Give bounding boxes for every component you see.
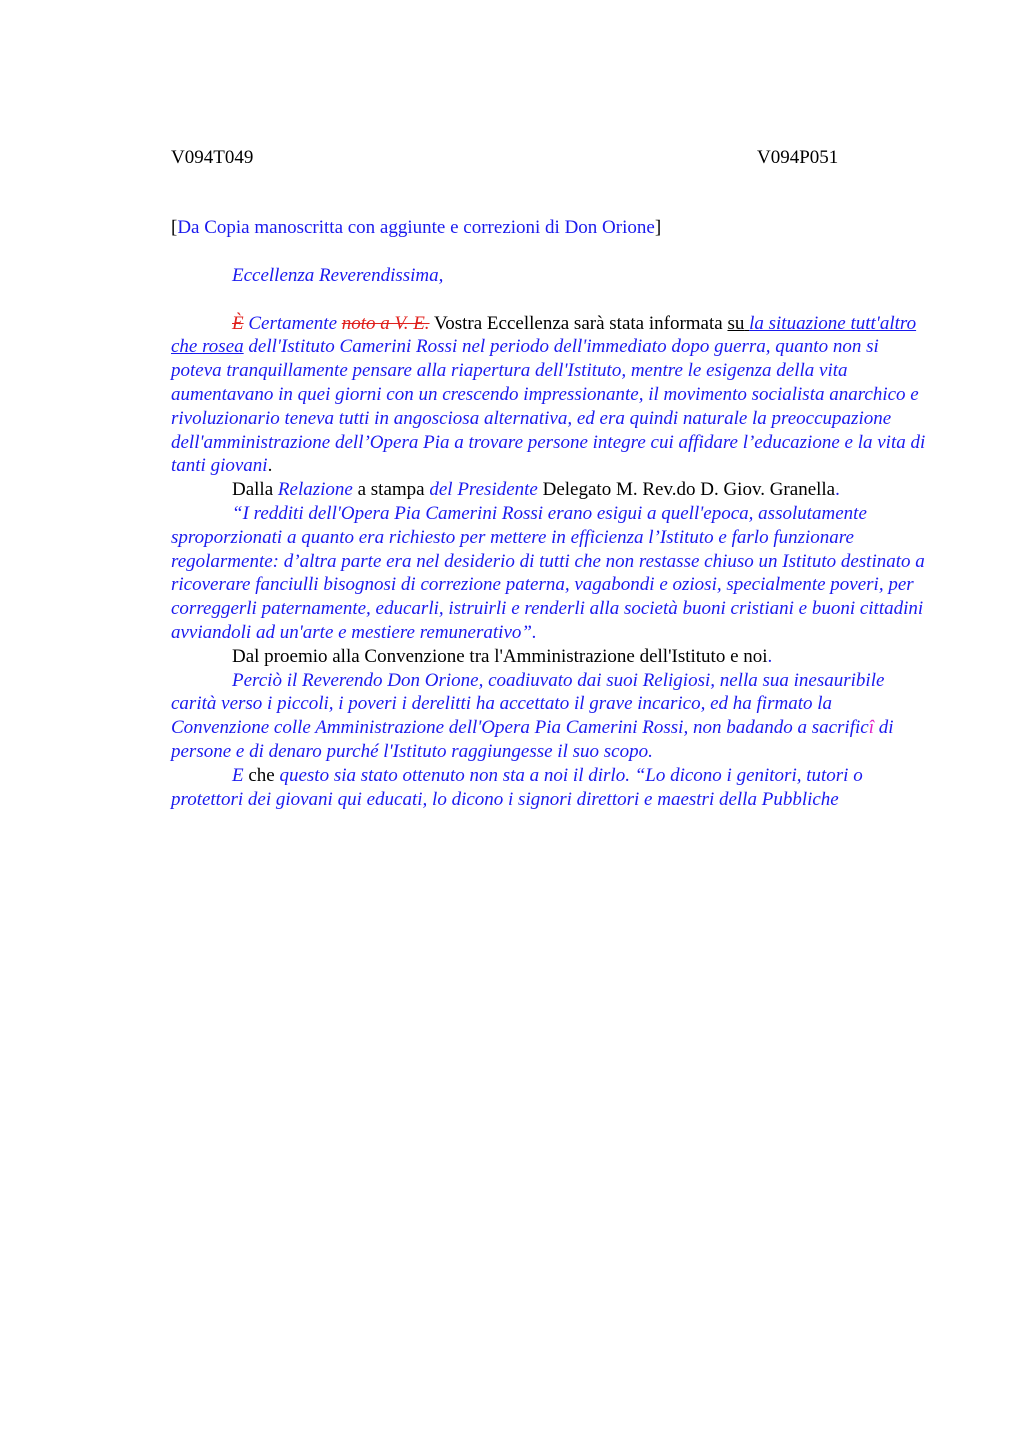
deleted-text: noto a V. E.: [341, 312, 430, 334]
source-note-text: Da Copia manoscritta con aggiunte e correzioni di Don Orione: [177, 217, 655, 238]
underlined-insertion: la situazione tutt'altro che rosea: [171, 312, 917, 358]
salutation: Eccellenza Reverendissima,: [232, 264, 444, 286]
deleted-text: È: [232, 312, 244, 334]
paragraph-1: È Certamente noto a V. E. Vostra Eccellenza sarà stata informata su la situazione tutt'altro che rosea dell'Istituto Camerini Rossi nel periodo dell'immediato dopo guerra, quanto non si poteva tranquillamente pensare alla riapertura dell'Istituto, mentre le esigenza della vita aumentavano in quei giorni con un crescendo impressionante, il movimento socialista anarchico e rivoluzionario teneva tutti in angosciosa alternativa, ed era quindi naturale la preoccupazione dell'amministrazione dell’Opera Pia a trovare persone integre cui affidare l’educazione e la vita di tanti giovani.: [171, 312, 926, 477]
paragraph-3-quote: “I redditi dell'Opera Pia Camerini Rossi erano esigui a quell'epoca, assolutamente sproporzionati a quanto era richiesto per mettere in efficienza l’Istituto e farlo funzionare regolarmente: d’altra parte era nel desiderio di tutti che non restasse chiuso un Istituto destinato a ricoverare fanciulli bisognosi di correzione paterna, vagabondi e oziosi, specialmente poveri, per correggerli paternamente, educarli, istruirli e renderli alla società buoni cristiani e buoni cittadini avviandoli ad un'arte e mestiere remunerativo”.: [171, 502, 925, 643]
paragraph-5: Perciò il Reverendo Don Orione, coadiuvato dai suoi Religiosi, nella sua inesauribile carità verso i piccoli, i poveri i derelitti ha accettato il grave incarico, ed ha firmato la Convenzione colle Amministrazione dell'Opera Pia Camerini Rossi, non badando a sacrificî di persone e di denaro purché l'Istituto raggiungesse il suo scopo.: [171, 669, 894, 762]
paragraph-2: Dalla Relazione a stampa del Presidente Delegato M. Rev.do D. Giov. Granella.: [232, 479, 840, 501]
paragraph-4: Dal proemio alla Convenzione tra l'Amministrazione dell'Istituto e noi.: [232, 645, 773, 667]
source-note: [Da Copia manoscritta con aggiunte e correzioni di Don Orione]: [171, 217, 662, 238]
corrected-character: î: [868, 717, 874, 739]
document-body: [171, 216, 926, 811]
paragraph-6: E che questo sia stato ottenuto non sta a noi il dirlo. “Lo dicono i genitori, tutori o protettori dei giovani qui educati, lo dicono i signori direttori e maestri della Pubbliche: [171, 764, 863, 810]
document-code-right: V094P051: [757, 147, 839, 168]
document-code-left: V094T049: [171, 147, 254, 168]
